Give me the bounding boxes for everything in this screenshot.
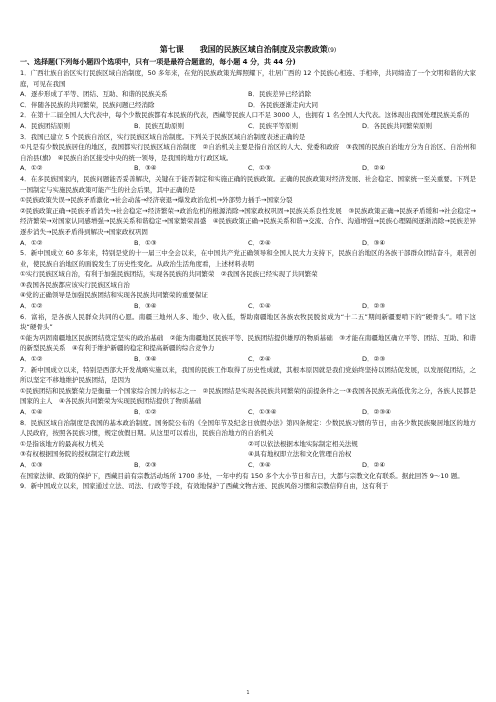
option-b: B．民族互助原则	[134, 121, 184, 130]
option-a: A．①②	[20, 302, 43, 311]
title-text: 第七课 我国的民族区域自治制度及宗教政策	[159, 45, 328, 54]
question-4-stem: 4．在多民族国家内，民族问题能否妥善解决，关键在于能否制定和实施正确的民族政策。正确的民族政策对经济发展、社会稳定、国家统一至关重要。下列是一国制定与实施民族政策可能产生的社会后果，其中正确的是	[20, 174, 476, 194]
option-b: B．②③	[134, 460, 157, 469]
question-2-options	[20, 121, 476, 132]
page-title	[20, 44, 476, 56]
item-3: ③有权根据国务院的授权制定行政法规	[20, 450, 130, 459]
option-a: A．①②	[20, 238, 43, 247]
option-c: C．伴随各民族的共同繁荣，民族问题已经消除	[20, 100, 155, 109]
question-2-stem: 2．在第十二届全国人大代表中，每个少数民族都有本民族的代表，西藏等民族人口不足 3000 人，也拥有 1 名全国人大代表。这体现出我国处理民族关系的	[20, 111, 470, 120]
option-a: A．①②	[20, 164, 43, 173]
question-5-item-2: ③我国各民族都应该实行民族区域自治	[20, 280, 130, 289]
question-7-options	[20, 407, 476, 418]
option-b: B．①②	[134, 408, 157, 416]
page-number: 1	[246, 690, 250, 696]
option-a: A．①③	[20, 460, 43, 469]
question-1-options-2	[20, 100, 476, 111]
section-heading: 一、选择题(下列每小题四个选项中，只有一项是最符合题意的，每小题 4 分，共 44 分)	[20, 58, 296, 66]
option-b: B．③④	[134, 164, 157, 173]
question-5-item-3: ④党的正确领导是加强民族团结和实现各民族共同繁荣的重要保证	[20, 291, 208, 300]
question-7-stem: 7．新中国成立以来，特别是西部大开发战略实施以来，我国的民族工作取得了历史性成就，其根本原因就是我们党始终坚持以团结促发展，以发展促团结，之所以坚定不移地维护民族团结，是因为	[20, 365, 476, 385]
option-b: B．③④	[134, 302, 157, 311]
question-4-item-1: ①民族政策失误→民族矛盾激化→社会动荡→经济衰退→爆发政治危机→外部势力插手→国家分裂	[20, 196, 293, 205]
option-d: D．③④	[362, 238, 386, 247]
option-d: D．②④	[362, 164, 386, 173]
question-9-intro: 在国家法律、政策的保护下，西藏目前有宗教活动场所 1700 多处，一年中约有 150 多个大小节日和吉日，大都与宗教文化有联系。据此回答 9～10 题。	[20, 471, 464, 480]
option-b: B．民族差异已经消除	[248, 90, 311, 99]
option-b: B．①③	[134, 238, 157, 247]
question-6-stem: 6．富裕，是各族人民群众共同的心愿。南疆三地州人多、地少、收入低，帮助南疆地区各族农牧民脱贫成为“十二五”期间新疆要啃下的“硬骨头”。啃下这块“硬骨头”	[20, 312, 476, 332]
option-c: C．②④	[248, 238, 271, 247]
question-3-items: ①凡是有少数民族居住的地区，我国都实行民族区域自治制度 ②自治机关主要是指自治区的人大、党委和政府 ③我国的民族自治地方分为自治区、自治州和自治县(旗) ④民族自治区接受中央的统一领导，是我国的地方行政区域。	[20, 143, 476, 162]
question-5-options	[20, 301, 476, 312]
question-8-items-2	[20, 449, 476, 460]
question-3-stem: 3．我国已建立 5 个民族自治区，实行民族区域自治制度。下列关于民族区域自治制度表述正确的是	[20, 132, 306, 141]
title-suffix: (9)	[327, 47, 337, 54]
option-a: A．①②	[20, 355, 43, 364]
option-c: C．民族平等原则	[248, 121, 299, 130]
question-7-items: ①民族团结和民族繁荣力是衡量一个国家综合国力的标志之一 ②民族团结是实现各民族共同繁荣的前提条件之一③我国各民族无高低优劣之分，各族人民都是国家的主人 ④各民族共同繁荣为实现民族团结提供了物质基础	[20, 386, 476, 406]
question-4-options	[20, 238, 476, 249]
question-1-options	[20, 89, 476, 100]
question-8-stem: 8．民族区域自治制度是我国的基本政治制度。国务院公布的《全国年节及纪念日放假办法》第四条规定：少数民族习惯的节日，由各少数民族聚居地区的地方人民政府，按照各民族习惯，规定放假日期。从这里可以看出，民族自治地方的自治机关	[20, 418, 476, 438]
option-c: C．③④	[248, 460, 271, 469]
question-3-options	[20, 163, 476, 174]
option-b: B．③④	[134, 355, 157, 364]
option-a: A．民族团结原则	[20, 121, 70, 130]
option-a: A．①④	[20, 408, 43, 416]
option-d: D．②③	[362, 302, 386, 311]
option-c: C．①④	[248, 302, 271, 311]
option-d: D．②③	[362, 355, 386, 364]
option-a: A．逐步形成了平等、团结、互助、和谐的民族关系	[20, 90, 168, 99]
question-8-options	[20, 460, 476, 471]
question-4-item-2: ②民族政策正确→民族矛盾消失→社会稳定→经济繁荣→政治危机的根源消除→国家政权巩固→民族关系良性发展 ③民族政策正确→民族矛盾缓和→社会稳定→经济繁荣→对国家认同感增强→民族关系和谐稳定→国家繁荣昌盛 ④民族政策正确→民族关系和谐→交流、合作、沟通增强→民族心理隔阂逐渐消除→民族差异逐步消失→民族矛盾得到解决→国家政权巩固	[20, 206, 476, 236]
option-d: D．各民族共同繁荣原则	[362, 121, 433, 130]
option-d: D．②③④	[362, 408, 391, 416]
question-8-items-1	[20, 439, 476, 450]
item-1: ①是指该地方的最高权力机关	[20, 439, 104, 448]
question-6-options	[20, 354, 476, 365]
question-5-item-1: ①实行民族区域自治，有利于加强民族团结，实现各民族的共同繁荣 ②我国各民族已经实现了共同繁荣	[20, 270, 318, 279]
question-6-items: ①能为巩固南疆地区民族团结奠定坚实的政治基础 ②能为南疆地区民族平等、民族团结提供雄厚的物质基础 ③才能在南疆地区确立平等、团结、互助、和谐的新型民族关系 ④有利于维护新疆的稳定和提高新疆的综合竞争力	[20, 333, 476, 353]
option-c: C．①③	[248, 164, 271, 173]
option-c: C．②④	[248, 355, 271, 364]
question-9-stem: 9．新中国成立以来，国家通过立法、司法、行政等手段，有效地保护了西藏文物古迹、民族风俗习惯和宗教信仰自由，这有利于	[20, 482, 389, 491]
question-1-stem: 1．广西壮族自治区实行民族区域自治制度，50 多年来，在党的民族政策光辉照耀下，壮居广西的 12 个民族心相连、手相牵，共同缔造了一个文明和谐的大家庭，可见在我国	[20, 69, 476, 88]
option-d: D．②④	[362, 460, 386, 469]
item-4: ④具有地权即立法和文化管理自治权	[248, 450, 352, 459]
item-2: ②可以依法根据本地实际制定相关法规	[248, 439, 358, 448]
option-c: C．①③④	[248, 408, 277, 416]
option-d: D．各民族逐渐走向大同	[248, 100, 319, 109]
question-5-stem: 5．新中国成立 60 多年来，特别是党的十一届三中全会以来，在中国共产党正确领导和全国人民大力支持下，民族自治地区的各族干部群众团结奋斗，艰苦创业，使民族自治地区的面貌发生了历史性变化。从政治生活角度看，上述材料表明	[20, 249, 476, 268]
